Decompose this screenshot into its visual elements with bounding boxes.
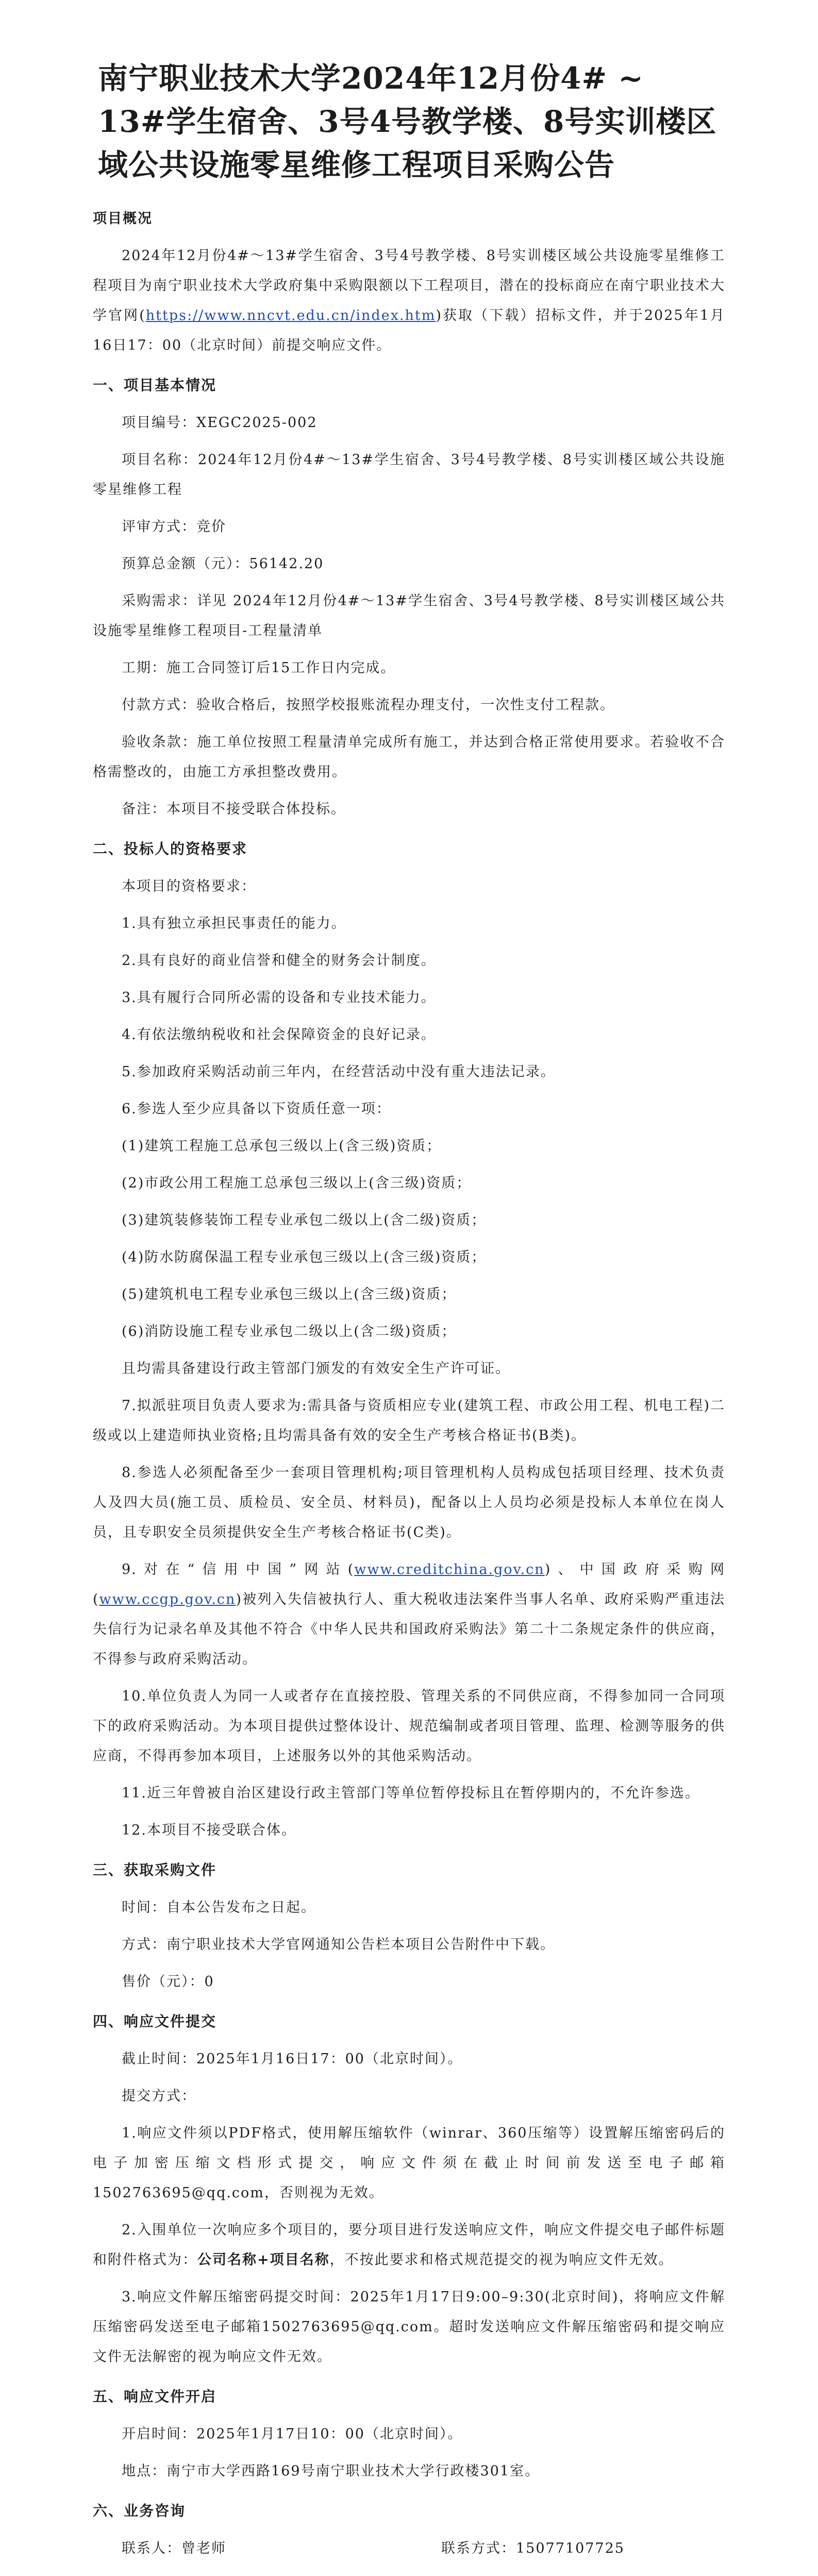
contact-phone: 联系方式：15077107725 [441, 2540, 625, 2556]
qualification-subitem: (3)建筑装修装饰工程专业承包二级以上(含二级)资质； [122, 1212, 487, 1228]
submit-rule-1: 1.响应文件须以PDF格式，使用解压缩软件（winrar、360压缩等）设置解压缩密码后的电子加密压缩文档形式提交，响应文件须在截止时间前发送至电子邮箱1502763695@qq.com，否则视为无效。 [93, 2125, 725, 2201]
section4-heading: 四、响应文件提交 [93, 2013, 217, 2030]
section6-heading: 六、业务咨询 [93, 2502, 186, 2519]
acceptance-terms: 验收条款：施工单位按照工程量清单完成所有施工，并达到合格正常使用要求。若验收不合格需整改的，由施工方承担整改费用。 [93, 734, 725, 780]
overview-text-2: )获取（下载）招标文件，并于2025年1月16日17：00（北京时间）前提交响应文件。 [93, 308, 725, 353]
document-price: 售价（元）：0 [122, 1974, 214, 1990]
section3-heading: 三、获取采购文件 [93, 1861, 217, 1878]
page-title: 南宁职业技术大学2024年12月份4# ~ 13#学生宿舍、3号4号教学楼、8号实训楼区域公共设施零星维修工程项目采购公告 [98, 61, 717, 182]
section1-remark: 备注：本项目不接受联合体投标。 [122, 801, 346, 817]
project-name: 项目名称：2024年12月份4#～13#学生宿舍、3号4号教学楼、8号实训楼区域公共设施零星维修工程 [93, 452, 725, 498]
submit-rule-2 [93, 2215, 725, 2275]
section5-heading: 五、响应文件开启 [93, 2388, 217, 2405]
contact-row [93, 2534, 725, 2564]
qualification-item: 7.拟派驻项目负责人要求为:需具备与资质相应专业(建筑工程、市政公用工程、机电工程)二级或以上建造师执业资格;且均需具备有效的安全生产考核合格证书(B类)。 [93, 1398, 725, 1444]
submit-method-label: 提交方式： [122, 2088, 196, 2104]
project-number: 项目编号：XEGC2025-002 [122, 415, 318, 431]
section2-heading: 二、投标人的资格要求 [93, 840, 248, 857]
email-title-format: 公司名称+项目名称 [197, 2252, 330, 2268]
qualification-item: 12.本项目不接受联合体。 [122, 1822, 296, 1838]
budget-amount: 预算总金额（元）：56142.20 [122, 556, 324, 572]
qualification-subitem: (6)消防设施工程专业承包二级以上(含二级)资质； [122, 1324, 457, 1340]
qualification-subitem: (5)建筑机电工程专业承包三级以上(含三级)资质； [122, 1286, 457, 1302]
qualification-intro: 本项目的资格要求： [122, 878, 256, 894]
submit-rule-2-tail: ，不按此要求和格式规范提交的视为响应文件无效。 [329, 2252, 674, 2268]
credit-text-2: )、中国政府采购网( [93, 1562, 725, 1607]
qualification-item: 6.参选人至少应具备以下资质任意一项： [122, 1101, 391, 1117]
opening-time: 开启时间：2025年1月17日10：00（北京时间）。 [122, 2426, 463, 2442]
creditchina-link[interactable]: www.creditchina.gov.cn [354, 1562, 545, 1578]
submit-deadline: 截止时间：2025年1月16日17：00（北京时间）。 [122, 2051, 463, 2067]
qualification-item: 3.具有履行合同所必需的设备和专业技术能力。 [122, 990, 436, 1006]
obtain-method: 方式：南宁职业技术大学官网通知公告栏本项目公告附件中下载。 [122, 1937, 555, 1953]
qualification-item: 8.参选人必须配备至少一套项目管理机构;项目管理机构人员构成包括项目经理、技术负责人及四大员(施工员、质检员、安全员、材料员)，配备以上人员均必须是投标人本单位在岗人员，且专职安全员须提供安全生产考核合格证书(C类)。 [93, 1465, 725, 1540]
qualification-subitem: (2)市政公用工程施工总承包三级以上(含三级)资质； [122, 1175, 472, 1191]
qualification-subitem: (4)防水防腐保温工程专业承包三级以上(含三级)资质； [122, 1249, 487, 1265]
qualification-item: 1.具有独立承担民事责任的能力。 [122, 916, 346, 931]
qualification-item: 5.参加政府采购活动前三年内，在经营活动中没有重大违法记录。 [122, 1064, 556, 1080]
section1-heading: 一、项目基本情况 [93, 377, 217, 394]
construction-period: 工期：施工合同签订后15工作日内完成。 [122, 660, 396, 676]
qualification-item: 11.近三年曾被自治区建设行政主管部门等单位暂停投标且在暂停期内的，不允许参选。 [122, 1785, 700, 1801]
qualification-note: 且均需具备建设行政主管部门颁发的有效安全生产许可证。 [122, 1361, 510, 1377]
qualification-item: 4.有依法缴纳税收和社会保障资金的良好记录。 [122, 1027, 436, 1043]
obtain-time: 时间：自本公告发布之日起。 [122, 1900, 316, 1916]
ccgp-link[interactable]: www.ccgp.gov.cn [99, 1591, 236, 1607]
qualification-item-credit [93, 1555, 725, 1674]
contact-person: 联系人：曾老师 [122, 2540, 226, 2556]
school-website-link[interactable]: https://www.nncvt.edu.cn/index.htm [145, 308, 436, 324]
qualification-item: 2.具有良好的商业信誉和健全的财务会计制度。 [122, 953, 436, 969]
review-method: 评审方式：竞价 [122, 519, 226, 535]
credit-text-1: 9.对在“信用中国”网站( [122, 1562, 355, 1578]
submit-rule-2-text: 2.入围单位一次响应多个项目的，要分项目进行发送响应文件，响应文件提交电子邮件标题和附件格式为： [93, 2222, 725, 2268]
credit-text-3: )被列入失信被执行人、重大税收违法案件当事人名单、政府采购严重违法失信行为记录名单及其他不符合《中华人民共和国政府采购法》第二十二条规定条件的供应商，不得参与政府采购活动。 [93, 1591, 725, 1667]
procurement-demand: 采购需求：详见 2024年12月份4#～13#学生宿舍、3号4号教学楼、8号实训楼区域公共设施零星维修工程项目-工程量清单 [93, 593, 725, 639]
overview-heading: 项目概况 [93, 211, 153, 227]
qualification-item: 10.单位负责人为同一人或者存在直接控股、管理关系的不同供应商，不得参加同一合同项下的政府采购活动。为本项目提供过整体设计、规范编制或者项目管理、监理、检测等服务的供应商，不得再参加本项目，上述服务以外的其他采购活动。 [93, 1688, 725, 1764]
submit-rule-3: 3.响应文件解压缩密码提交时间：2025年1月17日9:00–9:30(北京时间)，将响应文件解压缩密码发送至电子邮箱1502763695@qq.com。超时发送响应文件解压缩密码和提交响应文件无法解密的视为响应文件无效。 [93, 2289, 725, 2365]
qualification-subitem: (1)建筑工程施工总承包三级以上(含三级)资质； [122, 1138, 442, 1154]
overview-paragraph [93, 241, 725, 361]
overview-text-1: 2024年12月份4#～13#学生宿舍、3号4号教学楼、8号实训楼区域公共设施零星维修工程项目为南宁职业技术大学政府集中采购限额以下工程项目，潜在的投标商应在南宁职业技术大学官网( [93, 248, 725, 324]
payment-terms: 付款方式：验收合格后，按照学校报账流程办理支付，一次性支付工程款。 [122, 697, 615, 713]
opening-location: 地点：南宁市大学西路169号南宁职业技术大学行政楼301室。 [122, 2463, 540, 2479]
